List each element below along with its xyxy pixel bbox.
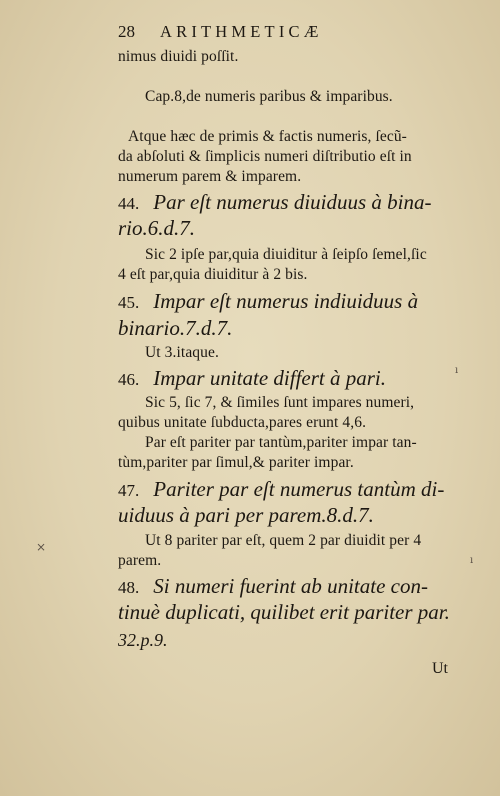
intro-line: da abſoluti & ſimplicis numeri diſtributio eſt in (118, 148, 412, 165)
carry-over-line: nimus diuidi poſſit. (118, 48, 239, 65)
running-title: ARITHMETICÆ (160, 22, 323, 41)
ink-speck-mark: ı (470, 555, 474, 566)
proposition-48 (118, 574, 428, 599)
proposition-number: 46. (118, 370, 140, 389)
page-number: 28 (118, 22, 135, 41)
intro-line: numerum parem & imparem. (118, 168, 302, 185)
proposition-number: 48. (118, 578, 140, 597)
proposition-number: 47. (118, 481, 140, 500)
commentary-line: quibus unitate ſubducta,pares erunt 4,6. (118, 414, 367, 431)
proposition-number: 45. (118, 293, 140, 312)
proposition-text: Par eſt numerus diuiduus à bina- (153, 190, 432, 214)
proposition-text: uiduus à pari per parem.8.d.7. (118, 503, 374, 527)
catchword: Ut (432, 660, 448, 677)
proposition-text: 32.p.9. (118, 630, 168, 650)
commentary-line: parem. (118, 552, 162, 569)
proposition-text: Impar unitate differt à pari. (153, 366, 386, 390)
ink-speck-mark: ı (455, 365, 459, 376)
commentary-line: Ut 8 pariter par eſt, quem 2 par diuidit per 4 (145, 532, 422, 549)
proposition-44 (118, 190, 432, 215)
intro-line: Atque hæc de primis & factis numeris, ſecũ- (128, 128, 407, 145)
ink-speck-mark: × (36, 540, 47, 554)
proposition-text: binario.7.d.7. (118, 316, 233, 340)
proposition-47 (118, 477, 444, 502)
commentary-line: Sic 5, ſic 7, & ſimiles ſunt impares numeri, (145, 394, 415, 411)
proposition-text: Pariter par eſt numerus tantùm di- (153, 477, 445, 501)
commentary-line: Sic 2 ipſe par,quia diuiditur à ſeipſo ſemel,ſic (145, 246, 427, 263)
proposition-text: Si numeri fuerint ab unitate con- (153, 574, 428, 598)
proposition-text: rio.6.d.7. (118, 216, 196, 240)
commentary-line: Par eſt pariter par tantùm,pariter impar tan- (145, 434, 417, 451)
chapter-title: Cap.8,de numeris paribus & imparibus. (145, 88, 393, 105)
proposition-number: 44. (118, 194, 140, 213)
commentary-line: 4 eſt par,quia diuiditur à 2 bis. (118, 266, 308, 283)
proposition-46 (118, 366, 386, 391)
proposition-text: Impar eſt numerus indiuiduus à (153, 289, 419, 313)
proposition-45 (118, 289, 418, 314)
commentary-line: Ut 3.itaque. (145, 344, 219, 361)
proposition-text: tinuè duplicati, quilibet erit pariter par. (118, 600, 450, 624)
commentary-line: tùm,pariter par ſimul,& pariter impar. (118, 454, 354, 471)
